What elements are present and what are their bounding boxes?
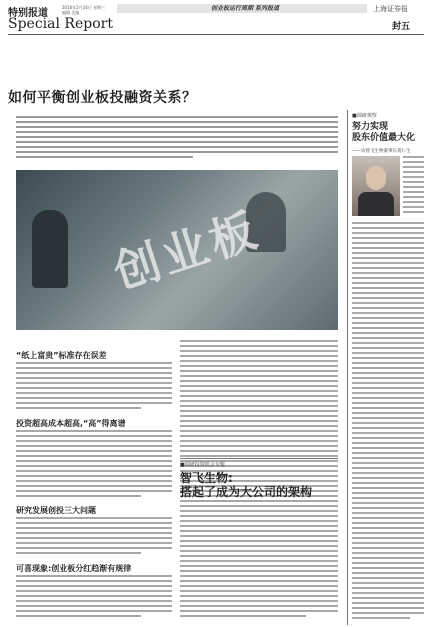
subheading-1: “纸上富贵”标准存在误差 bbox=[16, 351, 107, 360]
text-block-3 bbox=[16, 517, 172, 557]
subheading-2: 投资超高成本超高,“高”得离谱 bbox=[16, 419, 126, 428]
issue-date: 2016年2月24日 星期三 编辑 美编 bbox=[62, 5, 106, 15]
sidebar-caption-text bbox=[403, 156, 424, 216]
main-photo bbox=[16, 170, 338, 330]
feature-title: 智飞生物: 搭起了成为大公司的架构 bbox=[180, 471, 313, 499]
photo-decoration: 创业板 bbox=[107, 201, 267, 300]
text-block-1 bbox=[16, 362, 172, 412]
page-title: 如何平衡创业板投融资关系？ bbox=[8, 90, 197, 106]
photo-person bbox=[32, 210, 68, 288]
header-band-text: 创业板运行周期 系列报道 bbox=[210, 5, 280, 12]
subheading-3: 研究发展创投三大问题 bbox=[16, 506, 96, 515]
text-block-2 bbox=[16, 430, 172, 500]
sidebar-subtitle: ——访智飞生物董事长蒋仁生 bbox=[352, 149, 411, 154]
subheading-4: 可喜现象:创业板分红趋渐有规律 bbox=[16, 564, 132, 573]
page-number: 封五 bbox=[392, 22, 411, 32]
section-name: 特别报道 bbox=[8, 8, 48, 19]
feature-rule bbox=[180, 458, 338, 459]
header-rule bbox=[8, 34, 424, 35]
sidebar-divider bbox=[347, 110, 348, 625]
text-block-4 bbox=[16, 575, 172, 620]
feature-text bbox=[180, 505, 338, 620]
portrait-face bbox=[366, 166, 386, 190]
intro-text bbox=[16, 116, 338, 162]
sidebar-title: 努力实现 股东价值最大化 bbox=[352, 122, 416, 143]
sidebar-label: ■调研观察 bbox=[352, 113, 377, 119]
section-name-en: Special Report bbox=[8, 16, 113, 32]
sidebar-text bbox=[352, 222, 424, 622]
portrait-body bbox=[358, 192, 394, 216]
feature-label: ■调研投资机会专题 bbox=[180, 462, 225, 468]
newspaper-name: 上海证券报 bbox=[373, 5, 408, 13]
